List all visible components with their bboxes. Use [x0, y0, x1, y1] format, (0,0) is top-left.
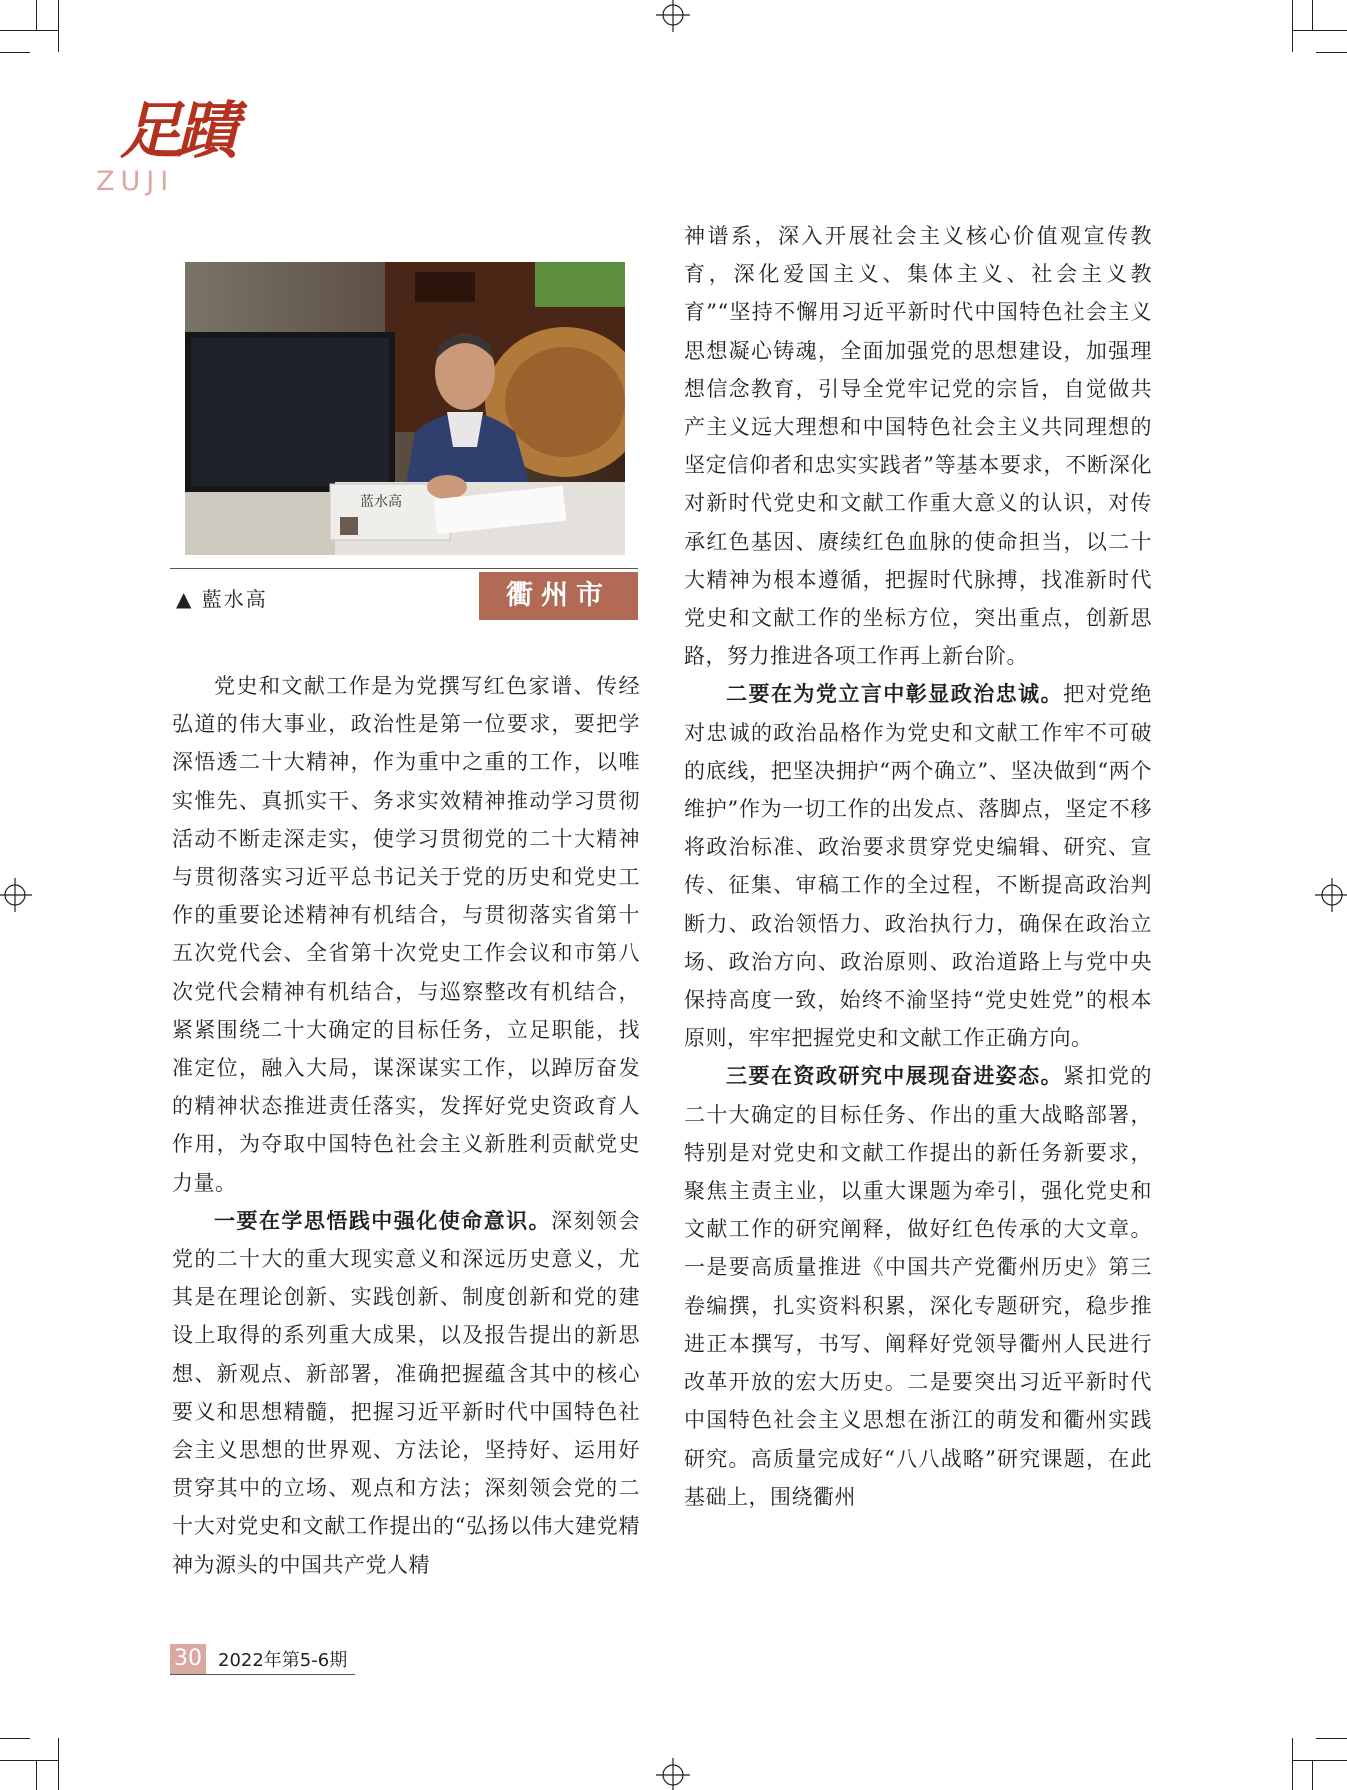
registration-mark-icon	[1313, 878, 1347, 912]
paragraph-heading: 一要在学思悟践中强化使命意识。	[214, 1208, 552, 1233]
crop-mark	[1292, 30, 1347, 31]
paragraph	[684, 1057, 1152, 1515]
crop-mark	[1292, 0, 1293, 52]
crop-mark	[36, 1760, 37, 1790]
crop-mark	[0, 52, 30, 53]
paragraph	[684, 675, 1152, 1057]
crop-mark	[58, 0, 59, 52]
caption-divider	[170, 568, 638, 569]
paragraph-heading: 三要在资政研究中展现奋进姿态。	[726, 1064, 1064, 1089]
crop-mark	[1292, 1760, 1347, 1761]
portrait-photo	[185, 262, 625, 555]
section-title-en: ZUJI	[96, 166, 175, 197]
paragraph	[172, 1202, 640, 1584]
registration-mark-icon	[656, 0, 690, 34]
footer-divider	[170, 1674, 355, 1675]
paragraph-body: 紧扣党的二十大确定的目标任务、作出的重大战略部署，特别是对党史和文献工作提出的新任务新要求，聚焦主责主业，以重大课题为牵引，强化党史和文献工作的研究阐释，做好红色传承的大文章。一是要高质量推进《中国共产党衢州历史》第三卷编撰，扎实资料积累，深化专题研究，稳步推进正本撰写，书写、阐释好党领导衢州人民进行改革开放的宏大历史。二是要突出习近平新时代中国特色社会主义思想在浙江的萌发和衢州实践研究。高质量完成好“八八战略”研究课题，在此基础上，围绕衢州	[684, 1064, 1153, 1509]
crop-mark	[0, 1760, 58, 1761]
registration-mark-icon	[656, 1756, 690, 1790]
right-column	[684, 217, 1152, 1516]
nameplate-text: 蓝水高	[360, 494, 402, 510]
paragraph-body: 深刻领会党的二十大的重大现实意义和深远历史意义，尤其是在理论创新、实践创新、制度创新和党的建设上取得的系列重大成果，以及报告提出的新思想、新观点、新部署，准确把握蕴含其中的核心要义和思想精髓，把握习近平新时代中国特色社会主义思想的世界观、方法论，坚持好、运用好贯穿其中的立场、观点和方法；深刻领会党的二十大对党史和文献工作提出的“弘扬以伟大建党精神为源头的中国共产党人精	[172, 1208, 641, 1577]
crop-mark	[1292, 1738, 1293, 1790]
crop-mark	[1316, 52, 1347, 53]
portrait-illustration	[185, 262, 625, 555]
section-logo	[92, 94, 242, 210]
section-title-cn: 足蹟	[120, 94, 233, 167]
issue-label: 2022年第5-6期	[218, 1650, 348, 1671]
left-column	[172, 667, 640, 1584]
crop-mark	[0, 30, 58, 31]
paragraph-body: 把对党绝对忠诚的政治品格作为党史和文献工作牢不可破的底线，把坚决拥护“两个确立”、坚决做到“两个维护”作为一切工作的出发点、落脚点，坚定不移将政治标准、政治要求贯穿党史编辑、研究、宣传、征集、审稿工作的全过程，不断提高政治判断力、政治领悟力、政治执行力，确保在政治立场、政治方向、政治原则、政治道路上与党中央保持高度一致，始终不渝坚持“党史姓党”的根本原则，牢牢把握党史和文献工作正确方向。	[684, 682, 1153, 1051]
paragraph: 党史和文献工作是为党撰写红色家谱、传经弘道的伟大事业，政治性是第一位要求，要把学深悟透二十大精神，作为重中之重的工作，以唯实惟先、真抓实干、务求实效精神推动学习贯彻活动不断走深走实，使学习贯彻党的二十大精神与贯彻落实习近平总书记关于党的历史和党史工作的重要论述精神有机结合，与贯彻落实省第十五次党代会、全省第十次党史工作会议和市第八次党代会精神有机结合，与巡察整改有机结合，紧紧围绕二十大确定的目标任务，立足职能，找准定位，融入大局，谋深谋实工作，以踔厉奋发的精神状态推进责任落实，发挥好党史资政育人作用，为夺取中国特色社会主义新胜利贡献党史力量。	[172, 674, 640, 1195]
crop-mark	[36, 0, 37, 30]
crop-mark	[1316, 1738, 1347, 1739]
crop-mark	[0, 1738, 30, 1739]
crop-mark	[58, 1738, 59, 1790]
registration-mark-icon	[0, 878, 34, 912]
paragraph-heading: 二要在为党立言中彰显政治忠诚。	[726, 682, 1064, 707]
photo-caption: ▲ 藍水高	[176, 587, 268, 611]
place-badge: 衢州市	[479, 572, 638, 620]
page-number: 30	[170, 1644, 206, 1674]
crop-mark	[1312, 0, 1313, 30]
crop-mark	[1312, 1760, 1313, 1790]
paragraph: 神谱系，深入开展社会主义核心价值观宣传教育，深化爱国主义、集体主义、社会主义教育”“坚持不懈用习近平新时代中国特色社会主义思想凝心铸魂，全面加强党的思想建设，加强理想信念教育，引导全党牢记党的宗旨，自觉做共产主义远大理想和中国特色社会主义共同理想的坚定信仰者和忠实实践者”等基本要求，不断深化对新时代党史和文献工作重大意义的认识，对传承红色基因、赓续红色血脉的使命担当，以二十大精神为根本遵循，把握时代脉搏，找准新时代党史和文献工作的坐标方位，突出重点，创新思路，努力推进各项工作再上新台阶。	[684, 224, 1152, 669]
